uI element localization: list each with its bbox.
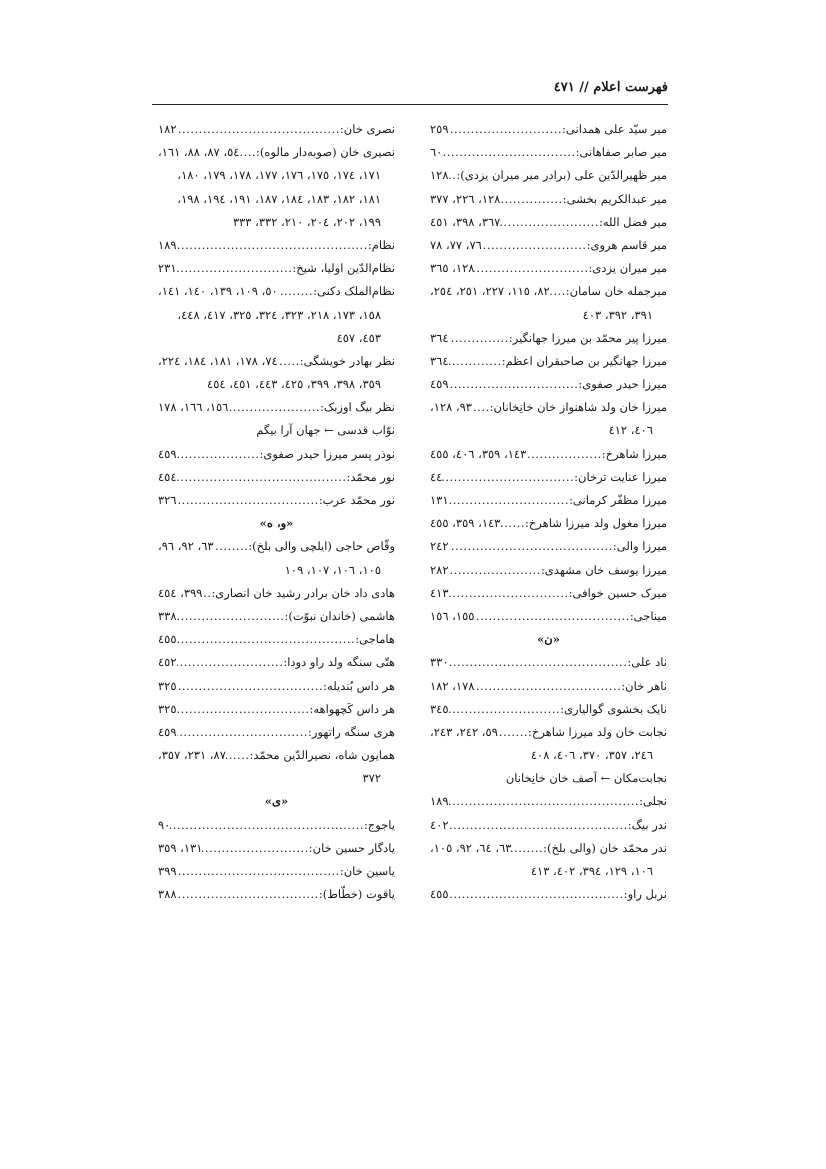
- dot-leader: [449, 535, 613, 558]
- entry-name: نظر بهادر خویشگی:: [299, 353, 395, 368]
- entry-name: وقّاص حاجی (ایلچی والی بلخ):: [248, 539, 395, 554]
- entry-pages: ١٨٩: [430, 794, 449, 809]
- entry-pages: ٨٧، ٢٣١، ٣٥٧،: [158, 748, 226, 763]
- entry-continuation: ٣٧٢: [362, 771, 381, 786]
- entry-name: میر فضل الله:: [598, 214, 667, 229]
- entry-pages: ٣٨٨: [158, 887, 177, 902]
- entry-name: ناد علی:: [627, 655, 667, 670]
- dot-leader: [278, 350, 300, 373]
- entry-name: میناجی:: [629, 608, 667, 623]
- page-header: [152, 78, 668, 105]
- dot-leader: [449, 373, 579, 396]
- dot-leader: [202, 582, 211, 605]
- dot-leader: [550, 280, 566, 303]
- dot-leader: [500, 211, 599, 234]
- index-entry: [430, 141, 667, 164]
- entry-continuation: ١٥٨، ١٧٣، ٢١٨، ٣٢٣، ٣٢٤، ٣٢٥، ٤١٧، ٤٤٨،: [177, 307, 381, 322]
- entry-name: نظام‌الدّین اولیا، شیخ:: [292, 261, 395, 276]
- dot-leader: [177, 257, 293, 280]
- index-entry: [158, 698, 395, 721]
- index-entry: [158, 628, 395, 651]
- entry-pages: ٣٣٠: [430, 655, 449, 670]
- entry-name: میرک حسین خوافی:: [568, 585, 667, 600]
- index-entry: [430, 188, 667, 211]
- entry-pages: ٤٤: [430, 469, 443, 484]
- entry-pages: ١٨٢: [158, 122, 177, 136]
- dot-leader: [177, 721, 309, 744]
- index-entry: [430, 211, 667, 234]
- entry-pages: ٤٥٥: [158, 632, 177, 647]
- entry-name: میر میران یزدی:: [588, 261, 667, 276]
- index-entry: [158, 489, 395, 512]
- dot-leader: [498, 721, 528, 744]
- index-entry: [158, 350, 395, 373]
- entry-name: نربل راو:: [623, 887, 667, 902]
- entry-name: میرزا جهانگیر بن صاحبقران اعظم:: [501, 353, 667, 368]
- dot-leader: [177, 628, 356, 651]
- index-entry: [430, 489, 667, 512]
- dot-leader: [177, 118, 340, 141]
- dot-leader: [177, 443, 260, 466]
- entry-name: هر داس بُندیله:: [323, 678, 395, 693]
- index-entry: [158, 466, 395, 489]
- entry-pages: ١٤٣، ٣٥٩، ٤٠٦، ٤٥٥: [430, 446, 527, 461]
- entry-pages: ٥٩، ٢٤٢، ٢٤٣،: [430, 724, 498, 739]
- entry-name: نظام:: [367, 237, 395, 252]
- entry-pages: ٢٥٩: [430, 122, 449, 136]
- entry-pages: ٤٥٤: [158, 469, 177, 484]
- entry-pages: ٣٩٩، ٤٥٤: [158, 585, 203, 600]
- section-heading: «ی»: [264, 794, 289, 809]
- dot-leader: [449, 164, 457, 187]
- index-column-left: [158, 118, 395, 906]
- dot-leader: [472, 396, 490, 419]
- index-entry: [430, 698, 667, 721]
- entry-pages: ٧٤، ١٧٨، ١٨١، ١٨٤، ٢٢٤،: [158, 353, 278, 368]
- entry-name: هاماجی:: [355, 632, 395, 647]
- entry-pages: ٣٦٧، ٣٩٨، ٤٥١: [430, 214, 501, 229]
- entry-name: میرجمله خان سامان:: [565, 284, 667, 299]
- index-entry: [430, 373, 667, 396]
- index-entry: [158, 721, 395, 744]
- entry-continuation: ١٩٩، ٢٠٢، ٢٠٤، ٢١٠، ٣٣٢، ٣٣٣: [232, 214, 381, 229]
- index-entry: [158, 443, 395, 466]
- index-entry: [430, 118, 667, 141]
- entry-name: نصیری خان (صوبه‌دار مالوه):: [256, 145, 395, 160]
- index-entry: [430, 280, 667, 303]
- entry-name: یاجوج:: [363, 817, 395, 832]
- entry-pages: ٤٥٥: [430, 887, 449, 902]
- entry-pages: ١٣١: [430, 493, 449, 507]
- index-entry: [430, 535, 667, 558]
- entry-pages: ١٤٣، ٣٥٩، ٤٥٥: [430, 516, 501, 531]
- entry-pages: ١٣١، ٣٥٩: [158, 840, 203, 855]
- entry-pages: ١٢٨، ٣٦٥: [430, 261, 475, 276]
- entry-pages: ٧٦، ٧٧، ٧٨: [430, 237, 482, 252]
- entry-pages: ٤٥٩: [158, 446, 177, 461]
- entry-pages: ١٢٨، ٢٢٦، ٣٧٧: [430, 191, 501, 206]
- entry-continuation: ١٠٦، ١٢٩، ٣٩٤، ٤٠٢، ٤١٣: [530, 864, 653, 878]
- dot-leader: [449, 790, 640, 813]
- entry-name: نصری خان:: [339, 122, 395, 136]
- entry-name: همایون شاه، نصیرالدّین محمّد:: [249, 748, 395, 763]
- entry-pages: ٤٠٢: [430, 817, 449, 832]
- entry-pages: ٣٢٦: [158, 493, 177, 507]
- index-entry: [430, 605, 667, 628]
- dot-leader: [177, 698, 310, 721]
- entry-name: میرزا پیر محمّد بن میرزا جهانگیر:: [508, 330, 667, 345]
- entry-pages: ١٢٨: [430, 168, 449, 183]
- entry-name: ندر بیگ:: [627, 817, 667, 832]
- entry-continuation: ١٨١، ١٨٢، ١٨٣، ١٨٤، ١٨٧، ١٩١، ١٩٤، ١٩٨،: [177, 191, 381, 206]
- index-entry: [158, 582, 395, 605]
- dot-leader: [474, 605, 629, 628]
- entry-pages: ٣٦٤: [430, 330, 449, 345]
- entry-name: نظر بیگ اوزبک:: [320, 400, 395, 415]
- entry-name: نوذر پسر میرزا حیدر صفوی:: [259, 446, 395, 461]
- entry-name: میرزا خان ولد شاهنواز خان خانِخانان:: [489, 400, 667, 415]
- index-entry: [430, 814, 667, 837]
- index-entry: [158, 535, 395, 558]
- entry-pages: ٩٠: [158, 817, 171, 832]
- page-title: فهرست اعلام // ٤٧١: [553, 80, 668, 95]
- entry-name: یاسین خان:: [339, 864, 395, 878]
- index-entry: [158, 280, 395, 303]
- index-entry: [158, 675, 395, 698]
- entry-continuation: ١٧١، ١٧٤، ١٧٥، ١٧٦، ١٧٧، ١٧٨، ١٧٩، ١٨٠،: [177, 168, 381, 183]
- index-entry: [430, 559, 667, 582]
- entry-name: هادی داد خان برادر رشید خان انصاری:: [211, 585, 395, 600]
- entry-pages: ٤١٣: [430, 585, 449, 600]
- entry-name: هاشمی (خاندان نبوّت):: [284, 608, 395, 623]
- entry-name: نجابت خان ولد میرزا شاهرخ:: [528, 724, 667, 739]
- entry-pages: ٣٦٤: [430, 353, 449, 368]
- entry-pages: ١٥٦، ١٦٦، ١٧٨: [158, 400, 229, 415]
- entry-name: میرزا والی:: [612, 539, 667, 554]
- index-entry: [430, 790, 667, 813]
- dot-leader: [177, 883, 319, 906]
- index-entry: [430, 651, 667, 674]
- entry-name: میرزا حیدر صفوی:: [578, 377, 667, 392]
- entry-pages: ٣٣٨: [158, 608, 177, 623]
- entry-name: میرزا یوسف خان مشهدی:: [540, 562, 667, 577]
- entry-name: ناهر خان:: [621, 678, 667, 693]
- dot-leader: [177, 860, 340, 883]
- entry-name: هر داس کَچهواهه:: [309, 701, 395, 716]
- entry-name: میر عبدالکریم بخشی:: [562, 191, 667, 206]
- entry-name: میر صابر صفاهانی:: [575, 145, 667, 160]
- entry-pages: ٣٤٥: [430, 701, 449, 716]
- cross-reference: نجابت‌مکان ← آصف خان خانِخانان: [505, 771, 667, 786]
- dot-leader: [526, 443, 602, 466]
- cross-reference: نوّاب قدسی ← جهان آرا بیگم: [256, 423, 395, 438]
- dot-leader: [449, 489, 570, 512]
- entry-pages: ٣٢٥: [158, 678, 177, 693]
- index-entry: [158, 396, 395, 419]
- index-entry: [430, 512, 667, 535]
- entry-pages: ١٧٨، ١٨٢: [430, 678, 475, 693]
- entry-continuation: ٣٥٩، ٣٩٨، ٣٩٩، ٤٢٥، ٤٤٣، ٤٥١، ٤٥٤: [207, 377, 381, 392]
- index-entry: [430, 443, 667, 466]
- entry-name: نایک بخشوی گوالیاری:: [560, 701, 667, 716]
- dot-leader: [449, 651, 628, 674]
- dot-leader: [228, 396, 320, 419]
- dot-leader: [177, 675, 324, 698]
- dot-leader: [226, 744, 250, 767]
- index-entry: [430, 396, 667, 419]
- entry-name: میر قاسم هروی:: [586, 237, 667, 252]
- entry-pages: ٦٠: [430, 145, 443, 160]
- dot-leader: [449, 698, 561, 721]
- dot-leader: [177, 489, 319, 512]
- entry-name: میر سیّد علی همدانی:: [562, 122, 667, 136]
- entry-pages: ٤٥٩: [158, 724, 177, 739]
- dot-leader: [449, 350, 502, 373]
- entry-pages: ٩٣، ١٢٨،: [430, 400, 472, 415]
- index-entry: [158, 605, 395, 628]
- entry-name: هتّی سنگه ولد راو دودا:: [283, 655, 395, 670]
- entry-continuation: ٢٤٦، ٣٥٧، ٣٧٠، ٤٠٦، ٤٠٨: [530, 748, 653, 763]
- dot-leader: [449, 559, 541, 582]
- entry-name: ندر محمّد خان (والی بلخ):: [543, 840, 667, 855]
- entry-name: نور محمّد:: [346, 469, 395, 484]
- index-entry: [158, 234, 395, 257]
- dot-leader: [500, 188, 562, 211]
- entry-name: هری سنگه راتهور:: [308, 724, 395, 739]
- index-entry: [158, 744, 395, 767]
- index-entry: [430, 466, 667, 489]
- dot-leader: [214, 535, 249, 558]
- index-entry: [430, 675, 667, 698]
- dot-leader: [474, 675, 621, 698]
- dot-leader: [278, 280, 313, 303]
- index-entry: [158, 837, 395, 860]
- entry-continuation: ٤٠٦، ٤١٢: [608, 423, 653, 438]
- entry-pages: ٨٢، ١١٥، ٢٢٧، ٢٥١، ٢٥٤،: [430, 284, 550, 299]
- dot-leader: [442, 141, 575, 164]
- entry-name: یاقوت (خطّاط):: [318, 887, 395, 902]
- entry-pages: ٥٠، ١٠٩، ١٣٩، ١٤٠، ١٤١،: [158, 284, 278, 299]
- dot-leader: [449, 883, 624, 906]
- entry-pages: ١٨٩: [158, 237, 177, 252]
- entry-pages: ٢٤٢: [430, 539, 449, 554]
- dot-leader: [474, 257, 588, 280]
- index-entry: [430, 327, 667, 350]
- dot-leader: [170, 814, 364, 837]
- index-column-right: [430, 118, 667, 906]
- dot-leader: [177, 651, 284, 674]
- dot-leader: [449, 118, 563, 141]
- entry-pages: ٤٥٩: [430, 377, 449, 392]
- entry-name: نظام‌الملک دکنی:: [313, 284, 395, 299]
- index-entry: [430, 883, 667, 906]
- dot-leader: [449, 582, 569, 605]
- dot-leader: [442, 466, 574, 489]
- entry-name: نور محمّد عرب:: [318, 493, 395, 507]
- index-entry: [158, 860, 395, 883]
- index-entry: [430, 582, 667, 605]
- entry-name: میر ظهیرالدّین علی (برادر میر میران یزدی):: [456, 168, 667, 183]
- dot-leader: [177, 466, 347, 489]
- entry-name: میرزا شاهرخ:: [601, 446, 667, 461]
- index-entry: [158, 118, 395, 141]
- entry-name: میرزا مظفّر کرمانی:: [569, 493, 667, 507]
- dot-leader: [482, 234, 587, 257]
- dot-leader: [177, 234, 368, 257]
- section-heading: «و، ه»: [259, 516, 294, 531]
- entry-pages: ٣٩٩: [158, 864, 177, 878]
- dot-leader: [449, 814, 628, 837]
- entry-name: نجلی:: [639, 794, 667, 809]
- index-entry: [158, 257, 395, 280]
- entry-pages: ٤٥٢: [158, 655, 177, 670]
- index-entry: [158, 883, 395, 906]
- entry-pages: ٣٢٥: [158, 701, 177, 716]
- index-entry: [430, 164, 667, 187]
- index-entry: [430, 837, 667, 860]
- dot-leader: [511, 837, 543, 860]
- entry-pages: ٢٨٢: [430, 562, 449, 577]
- entry-continuation: ٤٥٣، ٤٥٧: [336, 330, 381, 345]
- index-entry: [430, 721, 667, 744]
- entry-pages: ٢٣١: [158, 261, 177, 276]
- entry-pages: ٦٣، ٩٢، ٩٦،: [158, 539, 214, 554]
- entry-continuation: ١٠٥، ١٠٦، ١٠٧، ١٠٩: [284, 562, 381, 577]
- dot-leader: [500, 512, 525, 535]
- index-entry: [158, 141, 395, 164]
- index-entry: [158, 651, 395, 674]
- entry-continuation: ٣٩١، ٣٩٢، ٤٠٣: [582, 307, 653, 322]
- entry-pages: ١٥٥، ١٥٦: [430, 608, 475, 623]
- entry-name: میرزا مغول ولد میرزا شاهرخ:: [524, 516, 667, 531]
- index-entry: [158, 814, 395, 837]
- dot-leader: [202, 837, 308, 860]
- section-heading: «ن»: [537, 632, 560, 647]
- index-entry: [430, 257, 667, 280]
- entry-pages: ٥٤، ٨٧، ٨٨، ١٦١،: [158, 145, 240, 160]
- dot-leader: [177, 605, 285, 628]
- dot-leader: [239, 141, 256, 164]
- index-entry: [430, 350, 667, 373]
- index-entry: [430, 234, 667, 257]
- dot-leader: [449, 327, 509, 350]
- entry-pages: ٦٣، ٦٤، ٩٢، ١٠٥،: [430, 840, 512, 855]
- entry-name: یادگار حسین خان:: [308, 840, 395, 855]
- entry-name: میرزا عنایت ترخان:: [574, 469, 667, 484]
